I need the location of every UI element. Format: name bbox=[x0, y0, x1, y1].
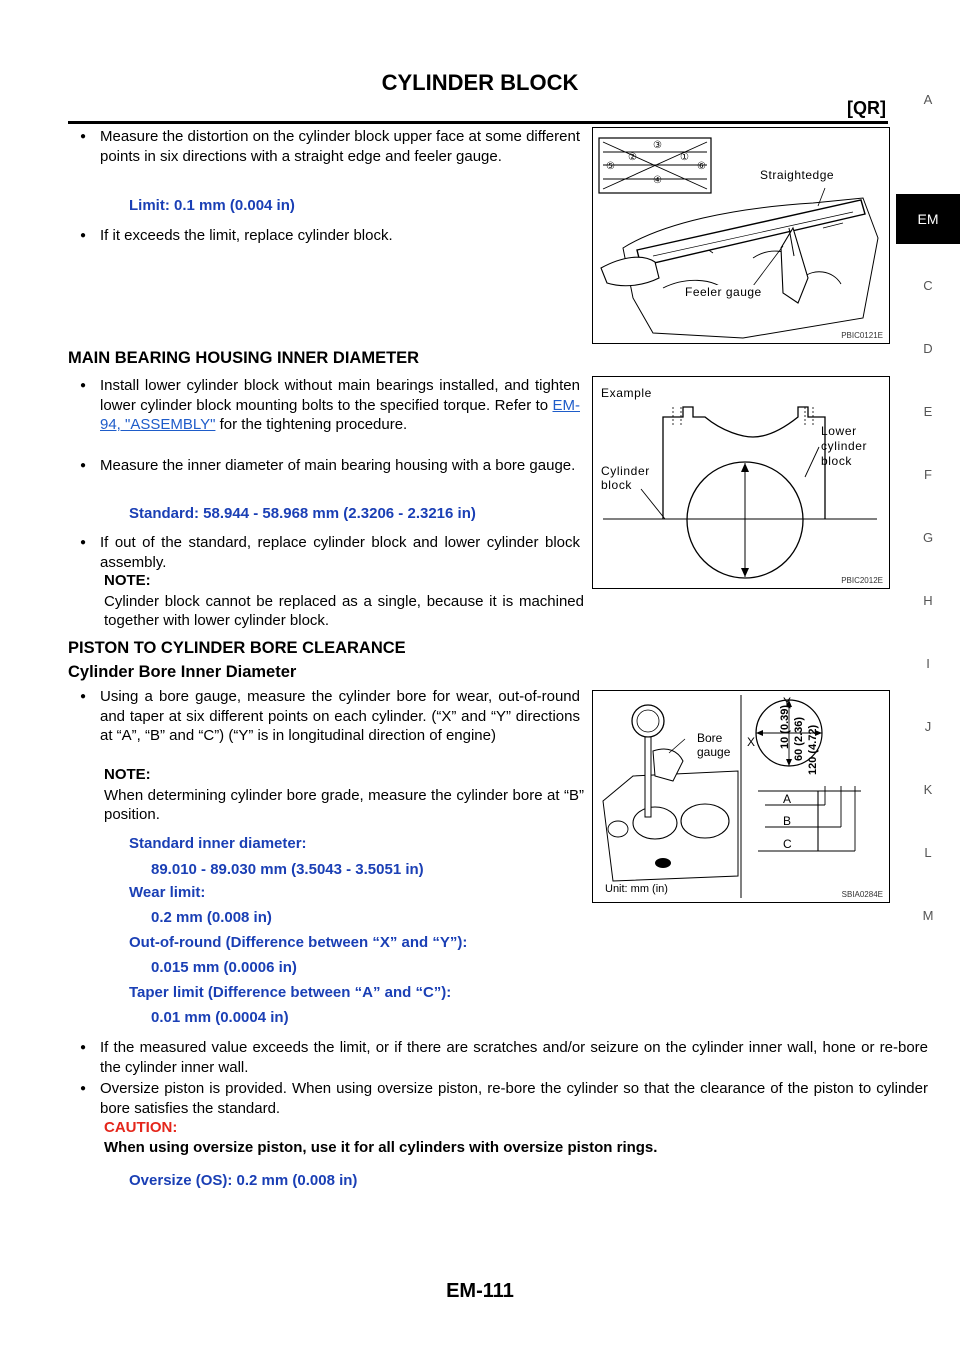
point-2: ② bbox=[628, 152, 637, 163]
straightedge-illustration bbox=[593, 128, 889, 343]
install-text-pre: Install lower cylinder block without main bearings installed, and tighten lower cylinder block mounting bolts to the specified torque. Refer to bbox=[100, 377, 580, 414]
bore-gauge-illustration bbox=[593, 691, 889, 902]
measure-bore-bullet: ● Measure the inner diameter of main bearing housing with a bore gauge. bbox=[68, 456, 580, 476]
label-gauge: gauge bbox=[697, 745, 731, 759]
note-label-2: NOTE: bbox=[104, 766, 151, 783]
dim-120: 120 (4.72) bbox=[807, 724, 819, 775]
install-text-post: for the tightening procedure. bbox=[215, 416, 408, 433]
spec-out-of-round-label: Out-of-round (Difference between “X” and “Y”): bbox=[129, 934, 468, 951]
label-lower-cylinder: cylinder bbox=[821, 439, 868, 453]
spec-wear-label: Wear limit: bbox=[129, 884, 206, 901]
tab-f[interactable]: F bbox=[924, 467, 932, 482]
hone-bullet: ● If the measured value exceeds the limit, or if there are scratches and/or seizure on the cylinder inner wall, hone or re-bore the cylinder inner wall. bbox=[68, 1038, 928, 1077]
label-b: B bbox=[783, 814, 792, 828]
heading-main-bearing: MAIN BEARING HOUSING INNER DIAMETER bbox=[68, 349, 420, 367]
tab-e[interactable]: E bbox=[923, 404, 933, 419]
dim-60: 60 (2.36) bbox=[793, 716, 805, 761]
page-title: CYLINDER BLOCK bbox=[381, 70, 579, 95]
header-rule bbox=[68, 121, 888, 124]
tab-k[interactable]: K bbox=[923, 782, 933, 797]
note-label: NOTE: bbox=[104, 572, 151, 589]
point-3: ③ bbox=[653, 140, 662, 151]
distortion-bullet: ● Measure the distortion on the cylinder block upper face at some different points in six directions with a straight edge and feeler gauge. bbox=[68, 127, 580, 166]
label-c: C bbox=[783, 837, 792, 851]
assembly-link[interactable]: EM-94, "ASSEMBLY" bbox=[100, 396, 580, 433]
note-text-2: When determining cylinder bore grade, measure the cylinder bore at “B” position. bbox=[104, 787, 584, 823]
spec-taper-label: Taper limit (Difference between “A” and “C”): bbox=[129, 984, 452, 1001]
figure-bearing-housing bbox=[592, 376, 890, 589]
figure-bore-gauge bbox=[592, 690, 890, 903]
tab-a[interactable]: A bbox=[923, 92, 933, 107]
caution-text: When using oversize piston, use it for all cylinders with oversize piston rings. bbox=[104, 1139, 658, 1156]
out-of-standard-bullet: ● If out of the standard, replace cylinder block and lower cylinder block assembly. bbox=[68, 533, 580, 572]
oversize-bullet: ● Oversize piston is provided. When using oversize piston, re-bore the cylinder so that the clearance of the piston to cylinder bore satisfies the standard. bbox=[68, 1079, 928, 1118]
tab-m[interactable]: M bbox=[922, 908, 934, 923]
distortion-limit: Limit: 0.1 mm (0.004 in) bbox=[129, 197, 295, 214]
tab-em[interactable]: EM bbox=[896, 194, 960, 244]
label-cylinder: Cylinder bbox=[601, 464, 650, 478]
figure-code: PBIC0121E bbox=[841, 331, 883, 340]
label-straightedge: Straightedge bbox=[760, 168, 835, 182]
model-code: [QR] bbox=[847, 98, 886, 118]
label-feeler-gauge: Feeler gauge bbox=[685, 285, 762, 299]
point-6: ⑥ bbox=[697, 161, 706, 172]
spec-out-of-round-value: 0.015 mm (0.0006 in) bbox=[151, 959, 297, 976]
spec-wear-value: 0.2 mm (0.008 in) bbox=[151, 909, 272, 926]
label-block: block bbox=[601, 478, 633, 492]
label-lower-block: block bbox=[821, 454, 853, 468]
spec-standard-value: 89.010 - 89.030 mm (3.5043 - 3.5051 in) bbox=[151, 861, 424, 878]
label-lower: Lower bbox=[821, 424, 857, 438]
bearing-housing-illustration bbox=[593, 377, 889, 588]
housing-standard: Standard: 58.944 - 58.968 mm (2.3206 - 2.3216 in) bbox=[129, 505, 476, 522]
subheading-bore-diameter: Cylinder Bore Inner Diameter bbox=[68, 663, 297, 681]
oversize-spec: Oversize (OS): 0.2 mm (0.008 in) bbox=[129, 1172, 358, 1189]
tab-h[interactable]: H bbox=[923, 593, 933, 608]
dim-10: 10 (0.39) bbox=[779, 704, 791, 749]
point-5: ⑤ bbox=[606, 161, 615, 172]
tab-i[interactable]: I bbox=[926, 656, 930, 671]
tab-d[interactable]: D bbox=[923, 341, 933, 356]
label-unit: Unit: mm (in) bbox=[605, 883, 668, 895]
point-1: ① bbox=[680, 152, 689, 163]
heading-piston-clearance: PISTON TO CYLINDER BORE CLEARANCE bbox=[68, 639, 406, 657]
replace-bullet: ● If it exceeds the limit, replace cylinder block. bbox=[68, 226, 580, 246]
spec-taper-value: 0.01 mm (0.0004 in) bbox=[151, 1009, 289, 1026]
point-4: ④ bbox=[653, 175, 662, 186]
label-a: A bbox=[783, 792, 792, 806]
install-bullet bbox=[68, 376, 580, 435]
figure-code: PBIC2012E bbox=[841, 576, 883, 585]
label-example: Example bbox=[601, 386, 652, 400]
tab-c[interactable]: C bbox=[923, 278, 933, 293]
spec-standard-label: Standard inner diameter: bbox=[129, 835, 307, 852]
figure-straightedge bbox=[592, 127, 890, 344]
label-y: Y bbox=[783, 695, 792, 709]
bore-gauge-bullet: ● Using a bore gauge, measure the cylinder bore for wear, out-of-round and taper at six different points on each cylinder. (“X” and “Y” directions at “A”, “B” and “C”) (“Y” is in longitudinal direction of engine) bbox=[68, 687, 580, 746]
label-bore: Bore bbox=[697, 731, 723, 745]
tab-j[interactable]: J bbox=[924, 719, 932, 734]
figure-code: SBIA0284E bbox=[841, 890, 883, 899]
tab-g[interactable]: G bbox=[922, 530, 934, 545]
note-text: Cylinder block cannot be replaced as a single, because it is machined together with lower cylinder block. bbox=[104, 593, 584, 629]
label-x: X bbox=[747, 735, 756, 749]
page-number: EM-111 bbox=[446, 1280, 514, 1302]
caution-label: CAUTION: bbox=[104, 1119, 178, 1136]
tab-l[interactable]: L bbox=[924, 845, 932, 860]
